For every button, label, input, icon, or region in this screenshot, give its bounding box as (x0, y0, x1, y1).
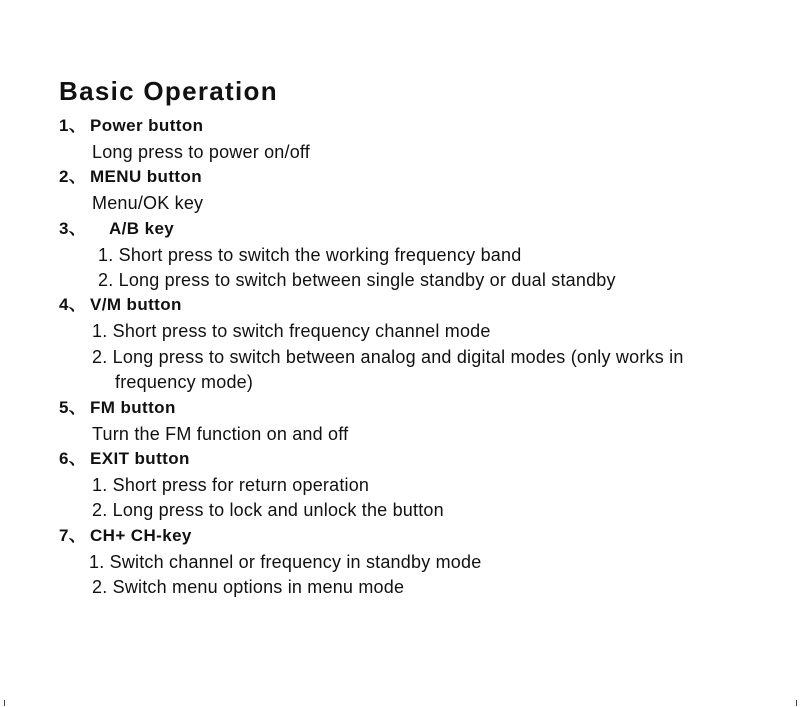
item-line: Menu/OK key (92, 193, 204, 213)
item-number: 2、 (59, 167, 87, 186)
item-title: MENU button (90, 167, 203, 186)
item-title: EXIT button (90, 449, 190, 468)
item-number: 6、 (59, 449, 87, 468)
item-line: frequency mode) (115, 372, 254, 392)
item-number: 4、 (59, 295, 87, 314)
item-line: 1. Short press to switch the working frequency band (98, 245, 522, 265)
item-line: 2. Long press to switch between single standby or dual standby (98, 270, 616, 290)
item-line: 2. Long press to lock and unlock the button (92, 500, 444, 520)
item-number: 1、 (59, 116, 87, 135)
item-heading-ab (59, 218, 174, 240)
item-heading-power (59, 115, 203, 137)
item-line: 1. Short press for return operation (92, 475, 370, 495)
crop-mark-left (4, 700, 5, 706)
item-title: V/M button (90, 295, 182, 314)
item-number: 7、 (59, 526, 87, 545)
item-line: Long press to power on/off (92, 142, 311, 162)
item-line: 1. Switch channel or frequency in standby mode (89, 552, 482, 572)
item-title: CH+ CH-key (90, 526, 192, 545)
item-line: 2. Switch menu options in menu mode (92, 577, 405, 597)
item-heading-vm (59, 294, 182, 316)
item-heading-fm (59, 397, 176, 419)
item-line: 2. Long press to switch between analog and digital modes (only works in (92, 347, 684, 367)
item-line: 1. Short press to switch frequency channel mode (92, 321, 491, 341)
item-number: 3、 (59, 219, 87, 238)
crop-mark-right (796, 700, 797, 706)
item-heading-exit (59, 448, 190, 470)
item-line: Turn the FM function on and off (92, 424, 349, 444)
page-title: Basic Operation (59, 76, 278, 106)
item-title: FM button (90, 398, 176, 417)
item-heading-ch (59, 525, 192, 547)
item-number: 5、 (59, 398, 87, 417)
item-title: Power button (90, 116, 204, 135)
item-heading-menu (59, 166, 202, 188)
item-title: A/B key (109, 219, 175, 238)
